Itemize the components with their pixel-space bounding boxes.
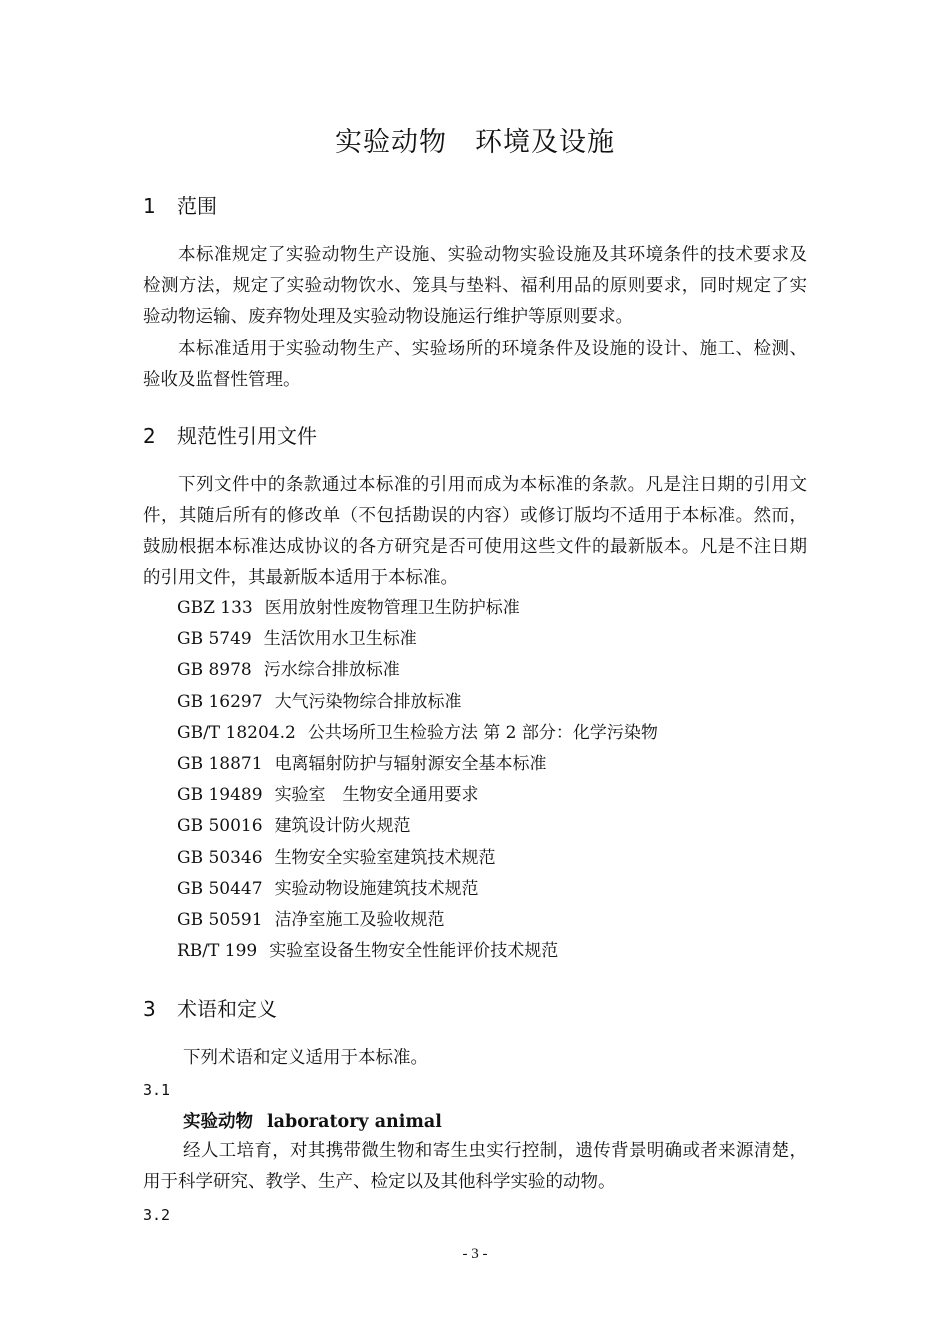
term-chinese: 实验动物 (183, 1112, 253, 1132)
reference-item (177, 843, 817, 874)
section-heading-normative-references (143, 420, 317, 449)
reference-name: 实验室 生物安全通用要求 (274, 785, 479, 806)
reference-item (177, 749, 817, 780)
reference-name: 大气污染物综合排放标准 (274, 691, 462, 712)
reference-name: 医用放射性废物管理卫生防护标准 (264, 598, 520, 618)
reference-item (177, 624, 817, 655)
reference-item (177, 874, 817, 905)
reference-item (177, 718, 817, 749)
reference-code: GB/T 18204.2 (177, 722, 296, 743)
reference-name: 洁净室施工及验收规范 (274, 910, 445, 931)
reference-code: GB 16297 (177, 691, 263, 712)
reference-item (177, 936, 817, 967)
paragraph: 本标准规定了实验动物生产设施、实验动物实验设施及其环境条件的技术要求及检测方法，规定了实验动物饮水、笼具与垫料、福利用品的原则要求，同时规定了实验动物运输、废弃物处理及实验动物设施运行维护等原则要求。 (143, 245, 807, 327)
paragraph: 本标准适用于实验动物生产、实验场所的环境条件及设施的设计、施工、检测、验收及监督性管理。 (143, 339, 807, 390)
reference-code: GB 50346 (177, 847, 263, 868)
reference-code: RB/T 199 (177, 941, 258, 962)
document-title: 实验动物 环境及设施 (335, 127, 615, 158)
reference-list (177, 593, 817, 967)
section-heading-scope (143, 190, 217, 219)
reference-name: 建筑设计防火规范 (274, 816, 411, 837)
reference-name: 污水综合排放标准 (263, 660, 400, 681)
term-english: laboratory animal (267, 1112, 442, 1132)
section-title: 范围 (177, 194, 217, 218)
reference-code: GB 50591 (177, 910, 263, 931)
term-definition: 经人工培育，对其携带微生物和寄生虫实行控制，遗传背景明确或者来源清楚，用于科学研究、教学、生产、检定以及其他科学实验的动物。 (143, 1141, 807, 1192)
reference-item (177, 780, 817, 811)
reference-code: GB 5749 (177, 629, 252, 650)
reference-name: 公共场所卫生检验方法 第 2 部分：化学污染物 (307, 722, 658, 743)
paragraph: 下列术语和定义适用于本标准。 (183, 1048, 428, 1068)
paragraph: 下列文件中的条款通过本标准的引用而成为本标准的条款。凡是注日期的引用文件，其随后所有的修改单（不包括勘误的内容）或修订版均不适用于本标准。然而，鼓励根据本标准达成协议的各方研究是否可使用这些文件的最新版本。凡是不注日期的引用文件，其最新版本适用于本标准。 (143, 475, 807, 588)
reference-item (177, 811, 817, 842)
section-number: 3 (143, 997, 156, 1021)
reference-code: GB 50016 (177, 816, 263, 837)
section-title: 术语和定义 (177, 997, 277, 1021)
section-number: 2 (143, 424, 156, 448)
reference-name: 生物安全实验室建筑技术规范 (274, 847, 496, 868)
reference-item (177, 905, 817, 936)
reference-code: GBZ 133 (177, 598, 253, 618)
reference-name: 电离辐射防护与辐射源安全基本标准 (274, 754, 547, 775)
section-title: 规范性引用文件 (177, 424, 317, 448)
section-number: 1 (143, 194, 156, 218)
reference-code: GB 8978 (177, 660, 252, 681)
reference-name: 生活饮用水卫生标准 (263, 629, 417, 650)
reference-code: GB 19489 (177, 785, 263, 806)
reference-code: GB 50447 (177, 878, 263, 899)
term-heading (183, 1108, 442, 1133)
reference-code: GB 18871 (177, 754, 263, 775)
clause-number: 3.2 (143, 1206, 171, 1224)
section-heading-terms-and-definitions (143, 993, 277, 1022)
reference-item (177, 593, 817, 624)
clause-number: 3.1 (143, 1081, 171, 1099)
reference-name: 实验室设备生物安全性能评价技术规范 (269, 941, 559, 962)
reference-item (177, 655, 817, 686)
reference-name: 实验动物设施建筑技术规范 (274, 878, 479, 899)
reference-item (177, 687, 817, 718)
page-number: - 3 - (462, 1246, 488, 1262)
